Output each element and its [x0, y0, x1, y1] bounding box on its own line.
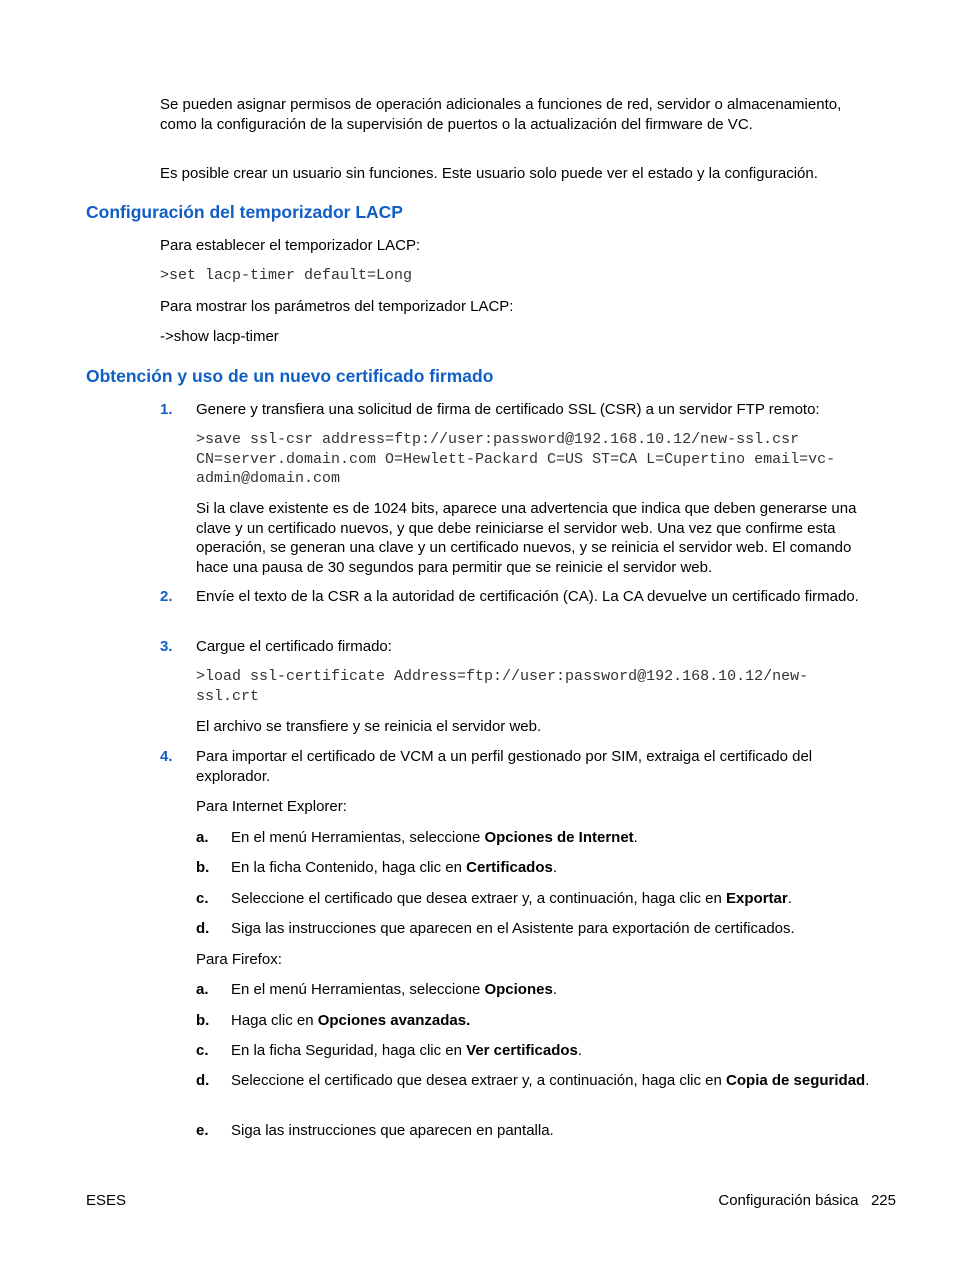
ff-item: Seleccione el certificado que desea extraer y, a continuación, haga clic en Copia de seguridad.	[231, 1072, 870, 1089]
lacp-heading: Configuración del temporizador LACP	[86, 202, 403, 222]
step-text: Envíe el texto de la CSR a la autoridad de certificación (CA). La CA devuelve un certificado firmado.	[196, 588, 859, 605]
ie-item-letter: d.	[196, 920, 210, 937]
ie-item-letter: c.	[196, 890, 209, 907]
step-number: 2.	[160, 588, 173, 605]
firefox-label: Para Firefox:	[196, 951, 282, 968]
footer-right: Configuración básica 225	[718, 1192, 896, 1209]
ff-item-letter: e.	[196, 1122, 209, 1139]
ie-item: Siga las instrucciones que aparecen en el Asistente para exportación de certificados.	[231, 920, 795, 937]
cert-heading: Obtención y uso de un nuevo certificado firmado	[86, 366, 494, 386]
ie-item-letter: b.	[196, 859, 210, 876]
footer-left: ESES	[86, 1192, 127, 1209]
ff-item-letter: a.	[196, 981, 209, 998]
lacp-paragraph-1: Para establecer el temporizador LACP:	[160, 237, 421, 254]
ie-item: En el menú Herramientas, seleccione Opciones de Internet.	[231, 829, 638, 846]
step-text: Cargue el certificado firmado:	[196, 638, 392, 655]
step-code: >save ssl-csr address=ftp://user:password@192.168.10.12/new-ssl.csr CN=server.domain.com O=Hewlett-Packard C=US ST=CA L=Cupertino email=vc- admin@domain.com	[196, 431, 836, 487]
step-text: Genere y transfiera una solicitud de firma de certificado SSL (CSR) a un servidor FTP remoto:	[196, 401, 820, 418]
lacp-paragraph-2: Para mostrar los parámetros del temporizador LACP:	[160, 298, 514, 315]
intro-paragraph-2: Es posible crear un usuario sin funciones. Este usuario solo puede ver el estado y la configuración.	[160, 165, 818, 182]
ie-item: Seleccione el certificado que desea extraer y, a continuación, haga clic en Exportar.	[231, 890, 792, 907]
ie-item-letter: a.	[196, 829, 209, 846]
ff-item: En el menú Herramientas, seleccione Opciones.	[231, 981, 557, 998]
ff-item: Haga clic en Opciones avanzadas.	[231, 1012, 471, 1029]
ff-item-letter: b.	[196, 1012, 210, 1029]
lacp-code-set: >set lacp-timer default=Long	[160, 267, 413, 284]
ff-item: Siga las instrucciones que aparecen en pantalla.	[231, 1122, 554, 1139]
step-text: Para importar el certificado de VCM a un perfil gestionado por SIM, extraiga el certificado del explorador.	[196, 748, 813, 785]
intro-paragraph-1: Se pueden asignar permisos de operación adicionales a funciones de red, servidor o almacenamiento, como la configuración de la supervisión de puertos o la actualización del firmware de VC.	[160, 96, 842, 133]
step-number: 3.	[160, 638, 173, 655]
ff-item: En la ficha Seguridad, haga clic en Ver certificados.	[231, 1042, 583, 1059]
step-number: 4.	[160, 748, 173, 765]
ie-label: Para Internet Explorer:	[196, 798, 347, 815]
step-number: 1.	[160, 401, 173, 418]
step-note: El archivo se transfiere y se reinicia el servidor web.	[196, 718, 542, 735]
lacp-paragraph-3: ->show lacp-timer	[160, 328, 279, 345]
ie-item: En la ficha Contenido, haga clic en Certificados.	[231, 859, 558, 876]
ff-item-letter: c.	[196, 1042, 209, 1059]
ff-item-letter: d.	[196, 1072, 210, 1089]
step-note: Si la clave existente es de 1024 bits, aparece una advertencia que indica que deben generarse una clave y un certificado nuevos, y que debe reiniciarse el servidor web. Una vez que confirme esta operación, se generan una clave y un certificado nuevos, y se reinicia el servidor web. El comando hace una pausa de 30 segundos para permitir que se reinicie el servidor web.	[196, 500, 857, 576]
step-code: >load ssl-certificate Address=ftp://user:password@192.168.10.12/new- ssl.crt	[196, 668, 809, 705]
